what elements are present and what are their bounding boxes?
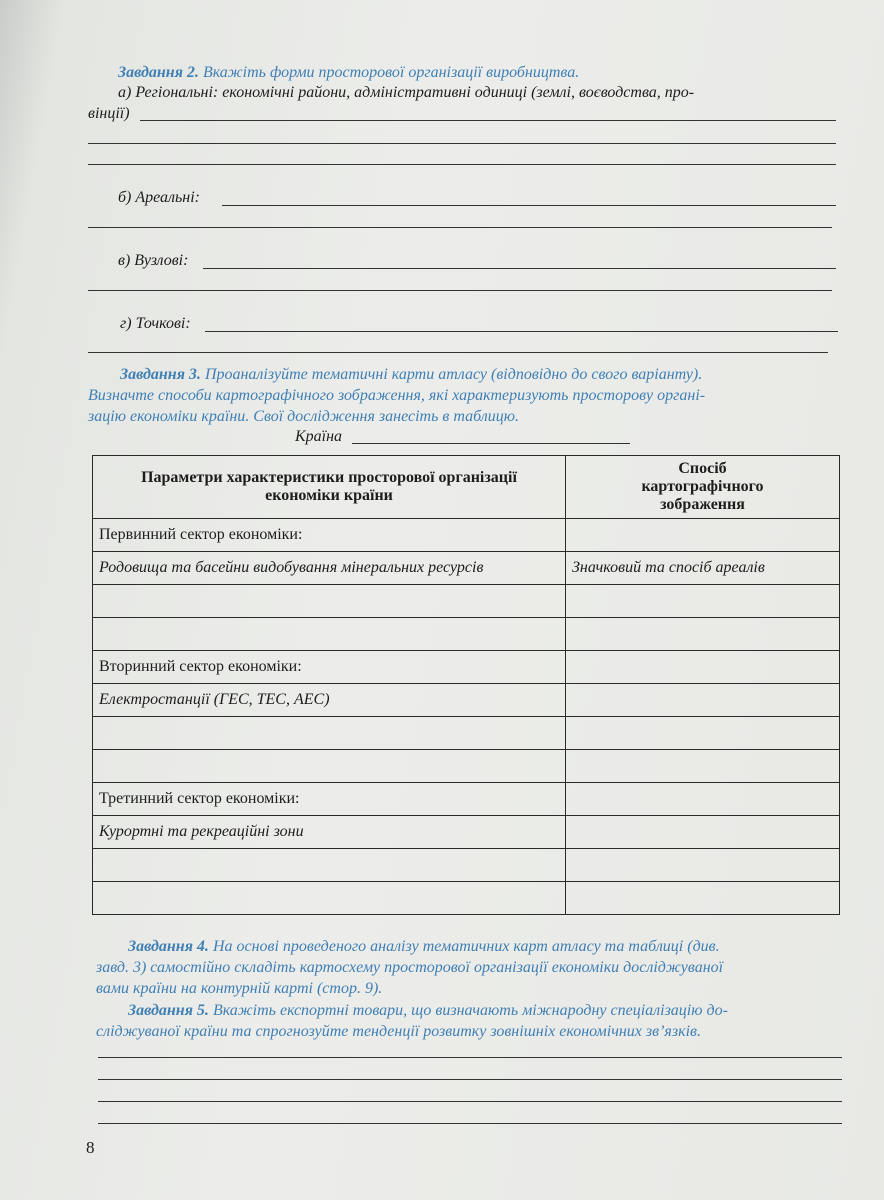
method-cell[interactable] [566,783,840,816]
table-row [93,684,840,717]
answer-line[interactable] [203,268,836,269]
answer-line[interactable] [88,352,828,353]
task2-a-line2: вінції) [88,105,130,122]
task4-line1: На основі проведеного аналізу тематичних карт атласу та таблиці (див. [212,938,720,955]
parameter-cell[interactable] [93,750,566,783]
table-row [93,717,840,750]
table-row [93,816,840,849]
task3-line1: Проаналізуйте тематичні карти атласу (відповідно до свого варіанту). [204,366,703,383]
parameter-cell[interactable]: Третинний сектор економіки: [93,783,566,816]
answer-line[interactable] [88,164,836,165]
task2-heading [118,64,579,82]
parameter-cell[interactable] [93,585,566,618]
task3-line2: Визначте способи картографічного зображення, які характеризують просторову органі- [88,387,706,404]
table-row [93,849,840,882]
table-row [93,519,840,552]
method-cell[interactable] [566,684,840,717]
task5-paragraph [96,1000,856,1042]
answer-line[interactable] [88,143,836,144]
table-row [93,783,840,816]
parameter-cell[interactable]: Електростанції (ГЕС, ТЕС, АЕС) [93,684,566,717]
method-cell[interactable] [566,519,840,552]
header-method: Спосіб картографічного зображення [566,456,840,519]
answer-line[interactable] [98,1101,842,1102]
answer-line[interactable] [222,205,836,206]
method-cell[interactable] [566,618,840,651]
method-cell[interactable]: Значковий та спосіб ареалів [566,552,840,585]
country-label: Країна [295,428,343,445]
analysis-table [92,455,840,915]
table-row [93,651,840,684]
table-row [93,750,840,783]
answer-line[interactable] [88,227,832,228]
parameter-cell[interactable]: Родовища та басейни видобування мінеральних ресурсів [93,552,566,585]
task2-b-label: б) Ареальні: [118,189,201,206]
task2-title: Завдання 2. [118,64,199,81]
parameter-cell[interactable] [93,849,566,882]
answer-line[interactable] [98,1057,842,1058]
task4-line2: завд. 3) самостійно складіть картосхему просторової організації економіки досліджуваної [96,959,724,976]
country-answer-line[interactable] [352,443,630,444]
task2-g-label: г) Точкові: [120,315,191,332]
parameter-cell[interactable] [93,882,566,915]
method-cell[interactable] [566,816,840,849]
task4-paragraph [96,936,856,999]
method-cell[interactable] [566,882,840,915]
table-body [93,519,840,915]
parameter-cell[interactable]: Первинний сектор економіки: [93,519,566,552]
task4-line3: вами країни на контурній карті (стор. 9). [96,980,383,997]
table-row [93,585,840,618]
method-cell[interactable] [566,717,840,750]
method-cell[interactable] [566,849,840,882]
task5-line2: сліджуваної країни та спрогнозуйте тенденції розвитку зовнішніх економічних зв’язків. [96,1023,701,1040]
task5-title: Завдання 5. [128,1002,209,1019]
task2-text: Вкажіть форми просторової організації виробництва. [202,64,580,81]
parameter-cell[interactable] [93,618,566,651]
method-cell[interactable] [566,585,840,618]
task2-v-label: в) Вузлові: [118,252,189,269]
answer-line[interactable] [140,120,836,121]
parameter-cell[interactable]: Вторинний сектор економіки: [93,651,566,684]
answer-line[interactable] [98,1079,842,1080]
answer-line[interactable] [98,1123,842,1124]
header-parameters: Параметри характеристики просторової організації економіки країни [93,456,566,519]
table-row [93,882,840,915]
answer-line[interactable] [205,331,838,332]
table-row [93,618,840,651]
task3-title: Завдання 3. [120,366,201,383]
answer-line[interactable] [88,290,832,291]
task5-line1: Вкажіть експортні товари, що визначають міжнародну спеціалізацію до- [212,1002,728,1019]
task3-line3: зацію економіки країни. Свої дослідження занесіть в таблицю. [88,408,519,425]
task4-title: Завдання 4. [128,938,209,955]
method-cell[interactable] [566,651,840,684]
method-cell[interactable] [566,750,840,783]
task3-paragraph [88,364,848,427]
parameter-cell[interactable]: Курортні та рекреаційні зони [93,816,566,849]
table-row [93,552,840,585]
page-number: 8 [86,1138,95,1157]
parameter-cell[interactable] [93,717,566,750]
task2-a-line1: а) Регіональні: економічні райони, адміністративні одиниці (землі, воєводства, про- [118,84,695,101]
